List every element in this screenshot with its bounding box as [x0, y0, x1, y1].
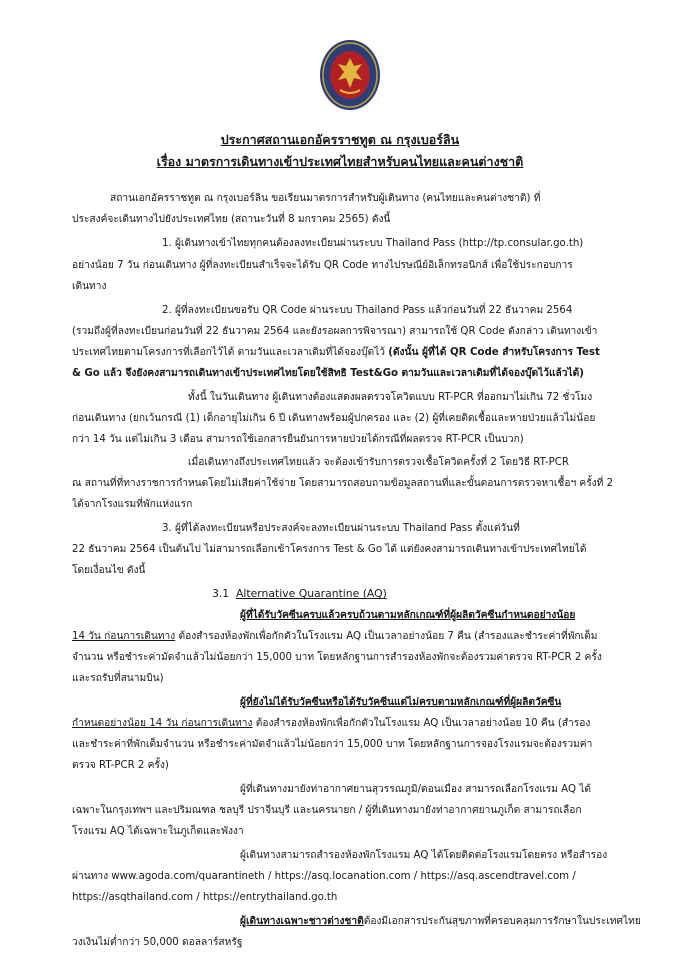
- item1-line-3: เดินทาง: [72, 281, 107, 292]
- aq-airports-line-1: ผู้ที่เดินทางมายังท่าอากาศยานสุวรรณภูมิ/ดอนเมือง สามารถเลือกโรงแรม AQ ได้: [240, 784, 591, 795]
- aq-unvaccinated-line-1: ผู้ที่ยังไม่ได้รับวัคซีนหรือได้รับวัคซีนแต่ไม่ครบตามหลักเกณฑ์ที่ผู้ผลิตวัคซีน: [240, 697, 562, 708]
- foreigner-only: ผู้เดินทางเฉพาะชาวต่างชาติ: [240, 916, 364, 927]
- aq-unvaccinated-line-4: ตรวจ RT-PCR 2 ครั้ง): [72, 760, 169, 771]
- aq-airports-line-2: เฉพาะในกรุงเทพฯ และปริมณฑล ชลบุรี ปราจีนบุรี และนครนายก / ผู้ที่เดินทางมายังท่าอากาศยานภูเก็ต สามารถเลือก: [72, 805, 582, 816]
- item2-line-1: 2. ผู้ที่ลงทะเบียนขอรับ QR Code ผ่านระบบ Thailand Pass แล้วก่อนวันที่ 22 ธันวาคม 2564: [162, 305, 573, 316]
- arrival-line-3: ได้จากโรงแรมที่พักแห่งแรก: [72, 499, 193, 510]
- item2-line-2: (รวมถึงผู้ที่ลงทะเบียนก่อนวันที่ 22 ธันวาคม 2564 และยังรอผลการพิจารณา) สามารถใช้ QR Code ดังกล่าว เดินทางเข้า: [72, 326, 598, 337]
- aq-vaccinated-line-2-rest: ต้องสำรองห้องพักเพื่อกักตัวในโรงแรม AQ เป็นเวลาอย่างน้อย 7 คืน (สำรองและชำระค่าที่พักเต็ม: [175, 631, 598, 642]
- aq-booking-links-1: ผ่านทาง www.agoda.com/quarantineth / https://asq.locanation.com / https://asq.ascendtravel.com /: [72, 871, 576, 882]
- item2-line-4: & Go แล้ว จึงยังคงสามารถเดินทางเข้าประเทศไทยโดยใช้สิทธิ Test&Go ตามวันและเวลาเดิมที่ได้จองบุ๊ตไว้แล้วได้): [72, 368, 584, 379]
- item3-line-2: 22 ธันวาคม 2564 เป็นต้นไป ไม่สามารถเลือกเข้าโครงการ Test & Go ได้ แต่ยังคงสามารถเดินทางเข้าประเทศไทยได้: [72, 544, 587, 555]
- foreigner-line-1-rest: ต้องมีเอกสารประกันสุขภาพที่ครอบคลุมการรักษาในประเทศไทย: [363, 916, 641, 927]
- section-number: 3.1: [212, 587, 230, 600]
- arrival-line-2: ณ สถานที่ที่ทางราชการกำหนดโดยไม่เสียค่าใช้จ่าย โดยสามารถสอบถามข้อมูลสถานที่และขั้นตอนการตรวจหาเชื้อฯ ครั้งที่ 2: [72, 478, 614, 489]
- section-3-1-heading: [212, 584, 387, 605]
- pcr-line-3: กว่า 14 วัน แต่ไม่เกิน 3 เดือน สามารถใช้เอกสารยืนยันการหายป่วยได้กรณีที่ผลตรวจ RT-PCR เป็นบวก): [72, 434, 524, 445]
- aq-booking-line-1: ผู้เดินทางสามารถสำรองห้องพักโรงแรม AQ ได้โดยติดต่อโรงแรมโดยตรง หรือสำรอง: [240, 850, 608, 861]
- item3-line-3: โดยเงื่อนไข ดังนี้: [72, 565, 146, 576]
- arrival-line-1: เมื่อเดินทางถึงประเทศไทยแล้ว จะต้องเข้ารับการตรวจเชื้อโควิดครั้งที่ 2 โดยวิธี RT-PCR: [188, 457, 569, 468]
- pcr-line-2: ก่อนเดินทาง (ยกเว้นกรณี (1) เด็กอายุไม่เกิน 6 ปี เดินทางพร้อมผู้ปกครอง และ (2) ผู้ที่เคยติดเชื้อและหายป่วยแล้วไม่น้อย: [72, 413, 596, 424]
- aq-unvaccinated-line-3: และชำระค่าที่พักเต็มจำนวน หรือชำระค่ามัดจำแล้วไม่น้อยกว่า 15,000 บาท โดยหลักฐานการจองโรงแรมจะต้องรวมค่า: [72, 739, 593, 750]
- item1-line-1: 1. ผู้เดินทางเข้าไทยทุกคนต้องลงทะเบียนผ่านระบบ Thailand Pass (http://tp.consular.go.th): [162, 238, 584, 249]
- aq-vaccinated-14days: 14 วัน ก่อนการเดินทาง: [72, 631, 176, 642]
- aq-booking-links-2: https://asqthailand.com / https://entrythailand.go.th: [72, 892, 338, 903]
- aq-vaccinated-line-3: จำนวน หรือชำระค่ามัดจำแล้วไม่น้อยกว่า 15,000 บาท โดยหลักฐานการสำรองห้องพักจะต้องรวมค่าตรวจ RT-PCR 2 ครั้ง: [72, 652, 602, 663]
- announcement-subject: เรื่อง มาตรการเดินทางเข้าประเทศไทยสำหรับคนไทยและคนต่างชาติ: [156, 154, 524, 169]
- item2-line-3: [72, 343, 600, 364]
- section-title: Alternative Quarantine (AQ): [236, 587, 387, 600]
- intro-line-2: ประสงค์จะเดินทางไปยังประเทศไทย (สถานะวันที่ 8 มกราคม 2565) ดังนี้: [72, 214, 391, 225]
- pcr-line-1: ทั้งนี้ ในวันเดินทาง ผู้เดินทางต้องแสดงผลตรวจโควิดแบบ RT-PCR ที่ออกมาไม่เกิน 72 ชั่วโมง: [188, 392, 593, 403]
- item2-line-3-normal: ประเทศไทยตามโครงการที่เลือกไว้ได้ ตามวันและเวลาเดิมที่ได้จองบุ๊ตไว้: [72, 347, 389, 358]
- intro-line-1: สถานเอกอัครราชทูต ณ กรุงเบอร์ลิน ขอเรียนมาตรการสำหรับผู้เดินทาง (คนไทยและคนต่างชาติ) ที่: [110, 193, 541, 204]
- aq-unvaccinated-14days: กำหนดอย่างน้อย 14 วัน ก่อนการเดินทาง: [72, 718, 253, 729]
- embassy-seal-icon: [318, 38, 382, 112]
- aq-unvaccinated-line-2-rest: ต้องสำรองห้องพักเพื่อกักตัวในโรงแรม AQ เป็นเวลาอย่างน้อย 10 คืน (สำรอง: [252, 718, 591, 729]
- aq-airports-line-3: โรงแรม AQ ได้เฉพาะในภูเก็ตและพังงา: [72, 826, 244, 837]
- aq-unvaccinated-line-2: [72, 714, 590, 735]
- item2-line-3-bold: (ดังนั้น ผู้ที่ได้ QR Code สำหรับโครงการ Test: [388, 347, 600, 358]
- item3-line-1: 3. ผู้ที่ได้ลงทะเบียนหรือประสงค์จะลงทะเบียนผ่านระบบ Thailand Pass ตั้งแต่วันที่: [162, 523, 520, 534]
- announcement-title: ประกาศสถานเอกอัครราชทูต ณ กรุงเบอร์ลิน: [220, 132, 460, 147]
- aq-vaccinated-line-4: และรถรับที่สนามบิน): [72, 673, 164, 684]
- foreigner-line-1: [240, 912, 641, 933]
- aq-vaccinated-line-2: [72, 627, 597, 648]
- foreigner-line-2: วงเงินไม่ต่ำกว่า 50,000 ดอลลาร์สหรัฐ: [72, 937, 243, 948]
- item1-line-2: อย่างน้อย 7 วัน ก่อนเดินทาง ผู้ที่ลงทะเบียนสำเร็จจะได้รับ QR Code ทางไปรษณีย์อิเล็กทรอนิกส์ เพื่อใช้ประกอบการ: [72, 260, 573, 271]
- aq-vaccinated-line-1: ผู้ที่ได้รับวัคซีนครบแล้วครบถ้วนตามหลักเกณฑ์ที่ผู้ผลิตวัคซีนกำหนดอย่างน้อย: [240, 610, 576, 621]
